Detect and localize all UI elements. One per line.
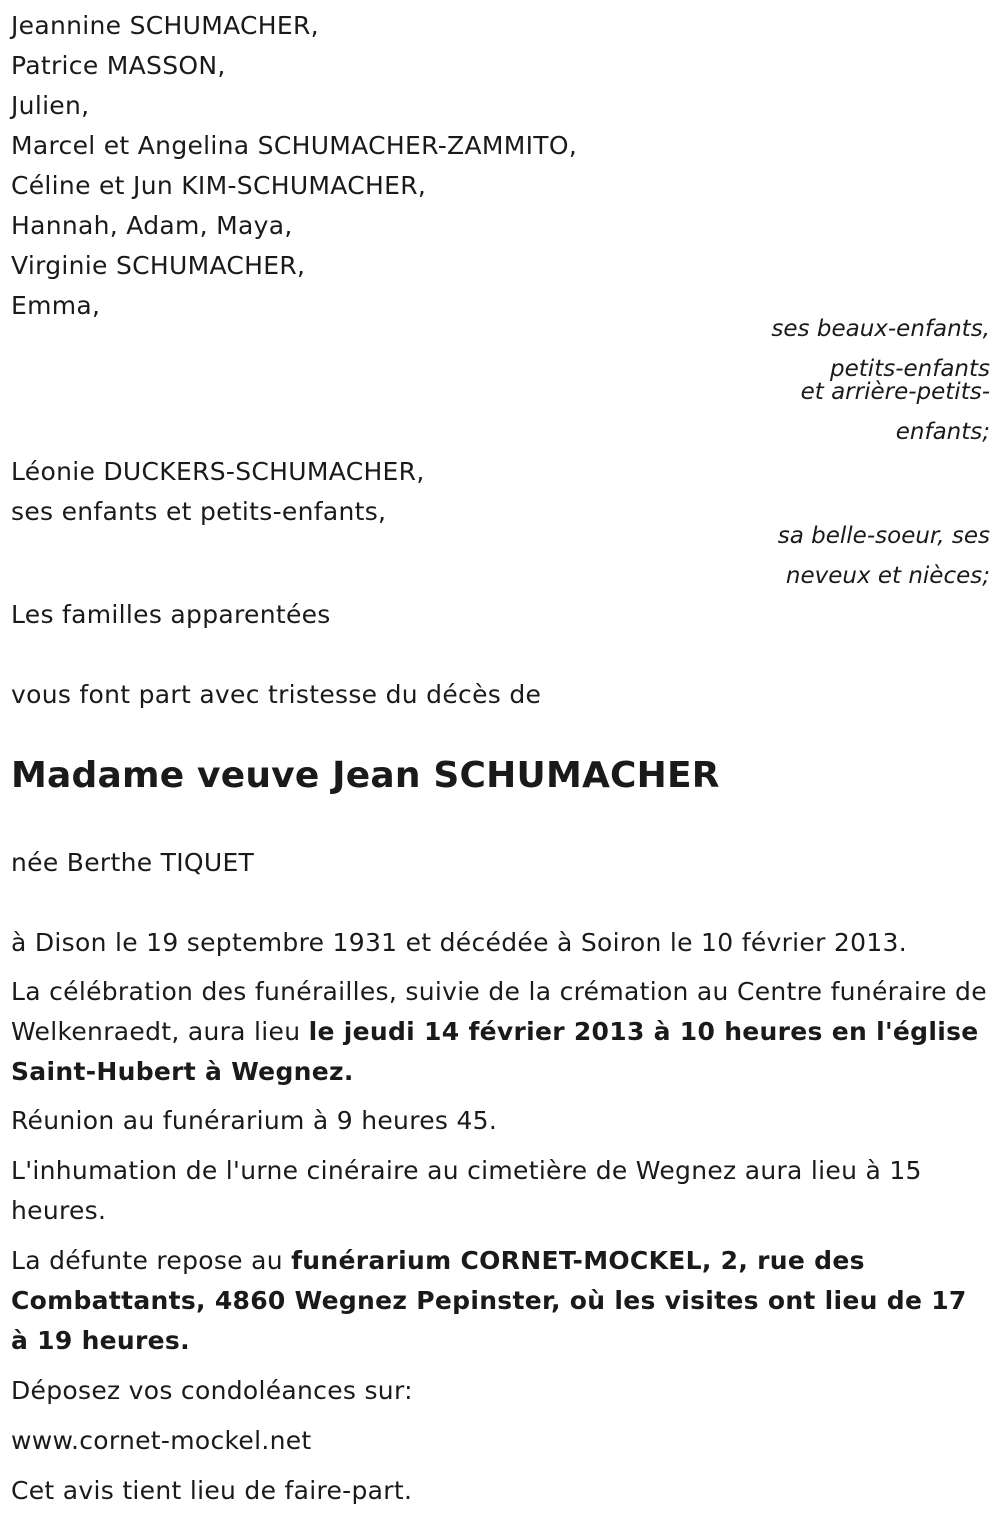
ceremony-paragraph bbox=[11, 972, 991, 1092]
family-line-7: Virginie SCHUMACHER, bbox=[11, 251, 306, 280]
relation-label-1b: petits-enfants bbox=[830, 356, 990, 382]
relation-label-1a: ses beaux-enfants, bbox=[771, 316, 990, 342]
repose-text: La défunte repose au bbox=[11, 1246, 292, 1275]
family-line-9: Léonie DUCKERS-SCHUMACHER, bbox=[11, 457, 425, 486]
meeting-line: Réunion au funérarium à 9 heures 45. bbox=[11, 1106, 498, 1135]
relation-label-1c: et arrière-petits- bbox=[800, 379, 990, 405]
family-line-6: Hannah, Adam, Maya, bbox=[11, 211, 293, 240]
repose-paragraph bbox=[11, 1241, 991, 1361]
family-line-11: Les familles apparentées bbox=[11, 600, 331, 629]
burial-paragraph: L'inhumation de l'urne cinéraire au cimetière de Wegnez aura lieu à 15 heures. bbox=[11, 1156, 922, 1225]
website-link[interactable]: www.cornet-mockel.net bbox=[11, 1426, 312, 1455]
dates-line: à Dison le 19 septembre 1931 et décédée à Soiron le 10 février 2013. bbox=[11, 928, 907, 957]
condolences-line: Déposez vos condoléances sur: bbox=[11, 1376, 413, 1405]
family-line-3: Julien, bbox=[11, 91, 90, 120]
announcement: vous font part avec tristesse du décès de bbox=[11, 680, 542, 709]
relation-label-2a: sa belle-soeur, ses bbox=[777, 523, 990, 549]
family-line-5: Céline et Jun KIM-SCHUMACHER, bbox=[11, 171, 427, 200]
birth-name: née Berthe TIQUET bbox=[11, 848, 255, 877]
relation-label-1d: enfants; bbox=[895, 419, 990, 445]
family-line-1: Jeannine SCHUMACHER, bbox=[11, 11, 319, 40]
relation-label-2b: neveux et nièces; bbox=[785, 563, 990, 589]
ceremony-text: La célébration des funérailles, suivie de la crémation au Centre funéraire de Welkenraedt, aura lieu bbox=[11, 977, 987, 1046]
family-line-8: Emma, bbox=[11, 291, 101, 320]
family-line-2: Patrice MASSON, bbox=[11, 51, 226, 80]
family-line-4: Marcel et Angelina SCHUMACHER-ZAMMITO, bbox=[11, 131, 578, 160]
ceremony-details: le jeudi 14 février 2013 à 10 heures en l'église Saint-Hubert à Wegnez. bbox=[11, 1017, 979, 1086]
notice-line: Cet avis tient lieu de faire-part. bbox=[11, 1476, 413, 1505]
family-line-10: ses enfants et petits-enfants, bbox=[11, 497, 387, 526]
deceased-name: Madame veuve Jean SCHUMACHER bbox=[11, 755, 720, 796]
repose-details: funérarium CORNET-MOCKEL, 2, rue des Combattants, 4860 Wegnez Pepinster, où les visites ont lieu de 17 à 19 heures. bbox=[11, 1246, 967, 1355]
